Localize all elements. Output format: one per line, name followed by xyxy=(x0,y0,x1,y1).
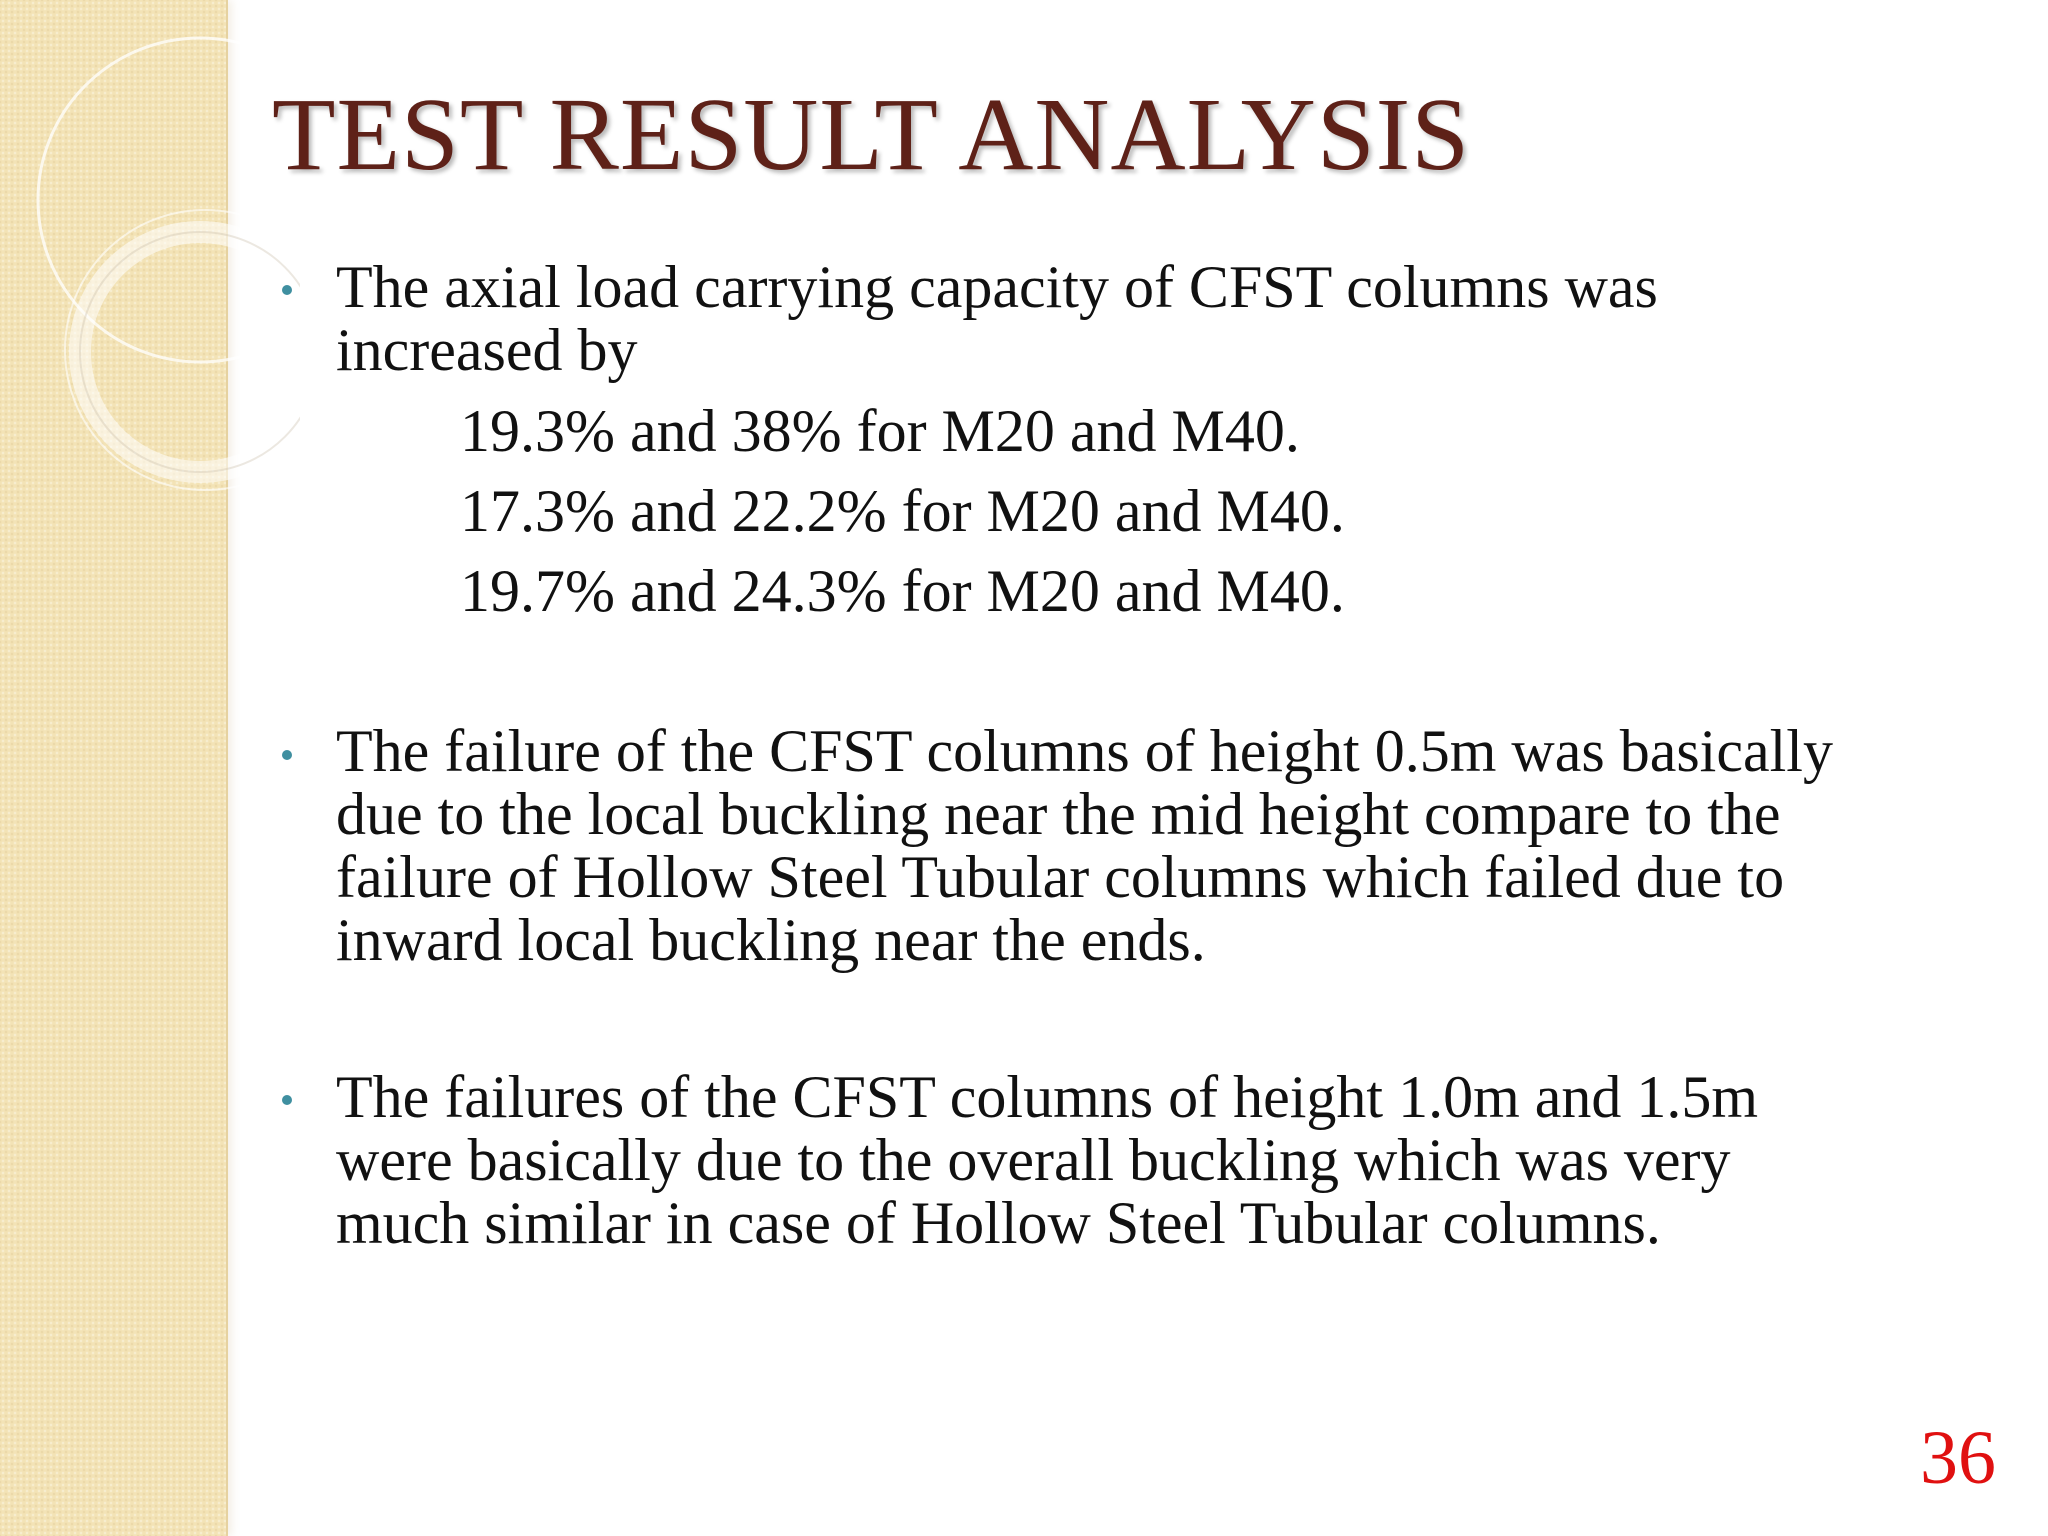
bullet-1-sub-item-3: 19.7% and 24.3% for M20 and M40. xyxy=(460,558,1345,624)
bullet-2-line-2: due to the local buckling near the mid height compare to the xyxy=(336,781,1781,847)
bullet-2-line-3: failure of Hollow Steel Tubular columns which failed due to xyxy=(336,844,1785,910)
bullet-3-marker xyxy=(282,1095,292,1105)
bullet-1-line-1: The axial load carrying capacity of CFST columns was xyxy=(336,254,1658,320)
bullet-1-marker xyxy=(282,285,292,295)
bullet-1-sub-item-1: 19.3% and 38% for M20 and M40. xyxy=(460,398,1300,464)
bullet-2-marker xyxy=(282,750,292,760)
page-number: 36 xyxy=(1920,1416,1996,1500)
bullet-3-line-2: were basically due to the overall buckling which was very xyxy=(336,1127,1731,1193)
bullet-2-line-4: inward local buckling near the ends. xyxy=(336,907,1206,973)
bullet-3-line-1: The failures of the CFST columns of height 1.0m and 1.5m xyxy=(336,1064,1759,1130)
bullet-1-line-2: increased by xyxy=(336,317,638,383)
bullet-1-sub-item-2: 17.3% and 22.2% for M20 and M40. xyxy=(460,478,1345,544)
bullet-2-line-1: The failure of the CFST columns of height 0.5m was basically xyxy=(336,718,1833,784)
decorative-rings xyxy=(0,0,300,520)
slide-title: TEST RESULT ANALYSIS xyxy=(272,77,1471,192)
bullet-3-line-3: much similar in case of Hollow Steel Tubular columns. xyxy=(336,1190,1661,1256)
